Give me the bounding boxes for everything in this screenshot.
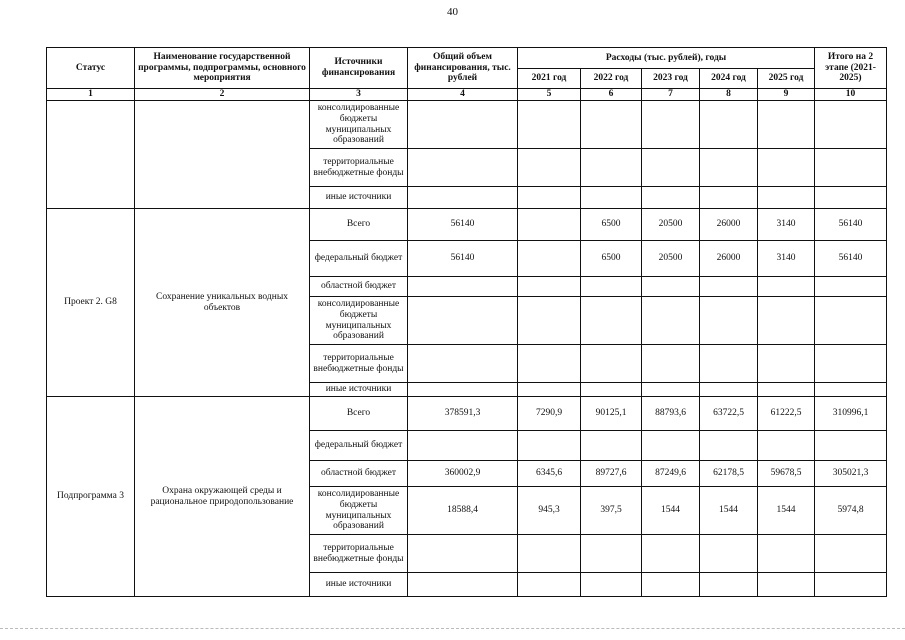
year-2024-cell [700,535,758,573]
funding-source-cell: областной бюджет [310,461,408,487]
year-2021-cell [518,573,581,597]
year-2024-cell [700,187,758,209]
year-2021-cell [518,345,581,383]
header-expenses: Расходы (тыс. рублей), годы [518,48,815,69]
total-cell [408,149,518,187]
column-number: 9 [758,89,815,101]
year-2025-cell: 59678,5 [758,461,815,487]
year-2021-cell [518,383,581,397]
total-cell: 378591,3 [408,397,518,431]
year-2025-cell [758,149,815,187]
funding-source-cell: Всего [310,397,408,431]
header-year-2021: 2021 год [518,69,581,89]
total-cell [408,345,518,383]
header-status: Статус [47,48,135,89]
funding-source-cell: иные источники [310,383,408,397]
total-cell [408,187,518,209]
year-2021-cell [518,535,581,573]
header-year-2024: 2024 год [700,69,758,89]
year-2024-cell: 26000 [700,241,758,277]
stage-total-cell [815,573,887,597]
table-row [47,397,887,431]
year-2024-cell: 62178,5 [700,461,758,487]
header-year-2025: 2025 год [758,69,815,89]
status-cell: Подпрограмма 3 [47,397,135,597]
year-2023-cell: 20500 [642,241,700,277]
year-2022-cell [581,297,642,345]
year-2023-cell [642,383,700,397]
year-2023-cell [642,187,700,209]
year-2022-cell [581,535,642,573]
total-cell [408,431,518,461]
program-name-cell: Охрана окружающей среды и рациональное природопользование [135,397,310,597]
status-cell [47,101,135,209]
funding-source-cell: территориальные внебюджетные фонды [310,149,408,187]
page-edge-divider [0,628,905,630]
year-2024-cell [700,101,758,149]
year-2023-cell [642,101,700,149]
year-2025-cell: 1544 [758,487,815,535]
stage-total-cell: 56140 [815,241,887,277]
column-number: 1 [47,89,135,101]
year-2022-cell [581,101,642,149]
year-2025-cell [758,431,815,461]
total-cell [408,383,518,397]
year-2021-cell [518,149,581,187]
total-cell [408,277,518,297]
year-2025-cell [758,573,815,597]
year-2021-cell [518,101,581,149]
year-2023-cell: 20500 [642,209,700,241]
stage-total-cell [815,535,887,573]
header-year-2022: 2022 год [581,69,642,89]
year-2025-cell [758,277,815,297]
year-2021-cell [518,277,581,297]
year-2023-cell [642,431,700,461]
year-2025-cell [758,187,815,209]
stage-total-cell [815,277,887,297]
header-stage-total: Итого на 2 этапе (2021-2025) [815,48,887,89]
total-cell [408,101,518,149]
funding-source-cell: консолидированные бюджеты муниципальных образований [310,487,408,535]
header-year-2023: 2023 год [642,69,700,89]
total-cell: 360002,9 [408,461,518,487]
year-2024-cell [700,573,758,597]
year-2023-cell [642,535,700,573]
year-2022-cell [581,573,642,597]
table-row [47,101,887,149]
stage-total-cell [815,149,887,187]
column-number: 3 [310,89,408,101]
year-2022-cell [581,187,642,209]
year-2024-cell [700,149,758,187]
year-2024-cell [700,383,758,397]
column-number: 2 [135,89,310,101]
program-name-cell [135,101,310,209]
year-2023-cell [642,297,700,345]
column-number: 6 [581,89,642,101]
year-2023-cell [642,149,700,187]
funding-source-cell: областной бюджет [310,277,408,297]
total-cell [408,535,518,573]
year-2022-cell [581,345,642,383]
financing-table [46,47,887,597]
year-2025-cell [758,345,815,383]
program-name-cell: Сохранение уникальных водных объектов [135,209,310,397]
year-2024-cell [700,431,758,461]
table-row [47,209,887,241]
year-2022-cell: 90125,1 [581,397,642,431]
stage-total-cell: 310996,1 [815,397,887,431]
stage-total-cell [815,297,887,345]
year-2021-cell [518,209,581,241]
status-cell: Проект 2. G8 [47,209,135,397]
year-2023-cell: 87249,6 [642,461,700,487]
year-2022-cell [581,149,642,187]
column-number: 7 [642,89,700,101]
stage-total-cell [815,187,887,209]
stage-total-cell [815,431,887,461]
total-cell: 56140 [408,209,518,241]
year-2025-cell: 61222,5 [758,397,815,431]
year-2023-cell: 88793,6 [642,397,700,431]
funding-source-cell: территориальные внебюджетные фонды [310,535,408,573]
year-2024-cell [700,277,758,297]
year-2022-cell: 397,5 [581,487,642,535]
year-2021-cell: 945,3 [518,487,581,535]
stage-total-cell: 5974,8 [815,487,887,535]
column-number: 4 [408,89,518,101]
year-2023-cell: 1544 [642,487,700,535]
funding-source-cell: территориальные внебюджетные фонды [310,345,408,383]
year-2022-cell [581,431,642,461]
funding-source-cell: федеральный бюджет [310,241,408,277]
stage-total-cell: 305021,3 [815,461,887,487]
year-2025-cell [758,101,815,149]
table-body [47,101,887,597]
stage-total-cell [815,345,887,383]
year-2024-cell: 26000 [700,209,758,241]
year-2021-cell [518,241,581,277]
column-number: 5 [518,89,581,101]
column-number: 8 [700,89,758,101]
year-2025-cell: 3140 [758,241,815,277]
year-2022-cell: 6500 [581,241,642,277]
funding-source-cell: иные источники [310,573,408,597]
year-2022-cell [581,277,642,297]
year-2023-cell [642,345,700,383]
funding-source-cell: консолидированные бюджеты муниципальных образований [310,101,408,149]
header-name: Наименование государственной программы, подпрограммы, основного мероприятия [135,48,310,89]
total-cell [408,573,518,597]
stage-total-cell: 56140 [815,209,887,241]
stage-total-cell [815,383,887,397]
year-2021-cell [518,187,581,209]
year-2023-cell [642,277,700,297]
column-number: 10 [815,89,887,101]
funding-source-cell: федеральный бюджет [310,431,408,461]
year-2024-cell [700,345,758,383]
year-2025-cell: 3140 [758,209,815,241]
header-total: Общий объем финансирования, тыс. рублей [408,48,518,89]
total-cell: 18588,4 [408,487,518,535]
year-2023-cell [642,573,700,597]
year-2021-cell: 6345,6 [518,461,581,487]
year-2021-cell [518,431,581,461]
year-2021-cell [518,297,581,345]
funding-source-cell: иные источники [310,187,408,209]
year-2024-cell: 63722,5 [700,397,758,431]
year-2024-cell [700,297,758,345]
total-cell [408,297,518,345]
year-2021-cell: 7290,9 [518,397,581,431]
funding-source-cell: консолидированные бюджеты муниципальных образований [310,297,408,345]
year-2025-cell [758,297,815,345]
stage-total-cell [815,101,887,149]
year-2022-cell: 6500 [581,209,642,241]
total-cell: 56140 [408,241,518,277]
year-2022-cell: 89727,6 [581,461,642,487]
page-number: 40 [447,6,458,18]
header-sources: Источники финансирования [310,48,408,89]
year-2022-cell [581,383,642,397]
year-2025-cell [758,535,815,573]
funding-source-cell: Всего [310,209,408,241]
year-2024-cell: 1544 [700,487,758,535]
year-2025-cell [758,383,815,397]
